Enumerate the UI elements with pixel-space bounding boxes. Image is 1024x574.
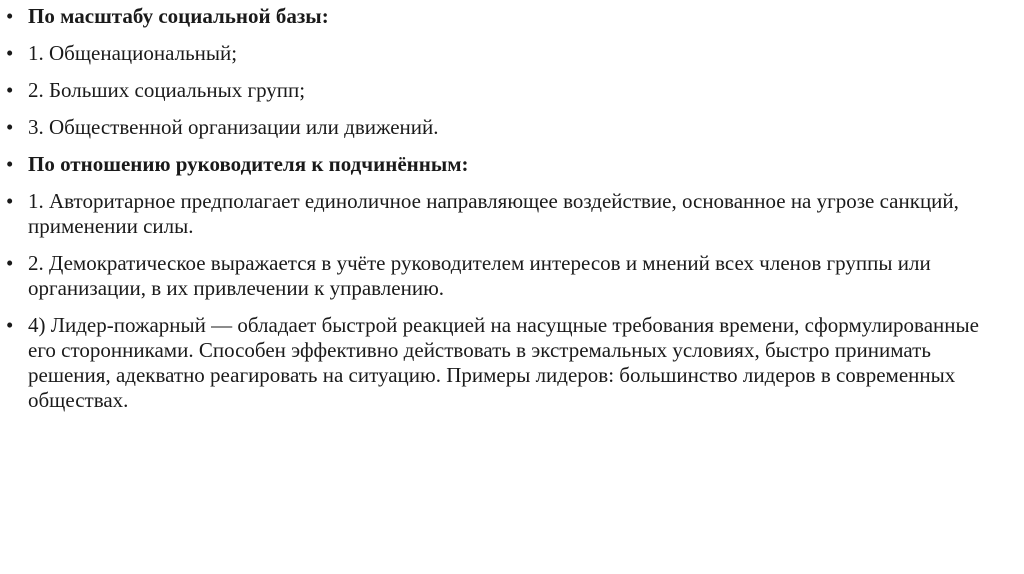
bullet-icon: • (6, 78, 14, 102)
list-item (6, 41, 984, 66)
list-item-text: 1. Авторитарное предполагает единоличное направляющее воздействие, основанное на угрозе санкций, применении силы. (28, 189, 959, 238)
list-item-heading-leader-attitude (6, 152, 984, 177)
bullet-icon: • (6, 152, 14, 176)
list-item (6, 78, 984, 103)
list-item-text: По отношению руководителя к подчинённым: (28, 152, 469, 176)
list-item-text: 2. Демократическое выражается в учёте руководителем интересов и мнений всех членов группы или организации, в их привлечении к управлению. (28, 251, 931, 300)
list-item-text: По масштабу социальной базы: (28, 4, 329, 28)
list-item-heading-social-base (6, 4, 984, 29)
list-item-text: 3. Общественной организации или движений. (28, 115, 439, 139)
bullet-icon: • (6, 189, 14, 213)
list-item (6, 115, 984, 140)
bullet-icon: • (6, 251, 14, 275)
list-item-text: 2. Больших социальных групп; (28, 78, 306, 102)
list-item (6, 189, 984, 239)
bullet-list (6, 4, 984, 413)
list-item-text: 4) Лидер-пожарный — обладает быстрой реакцией на насущные требования времени, сформулированные его сторонниками. Способен эффективно действовать в экстремальных условиях, быстро принимать решения, адекватно реагировать на ситуацию. Примеры лидеров: большинство лидеров в современных обществах. (28, 313, 979, 412)
bullet-icon: • (6, 115, 14, 139)
bullet-icon: • (6, 41, 14, 65)
bullet-icon: • (6, 313, 14, 337)
list-item (6, 251, 984, 301)
list-item (6, 313, 984, 413)
bullet-icon: • (6, 4, 14, 28)
list-item-text: 1. Общенациональный; (28, 41, 238, 65)
